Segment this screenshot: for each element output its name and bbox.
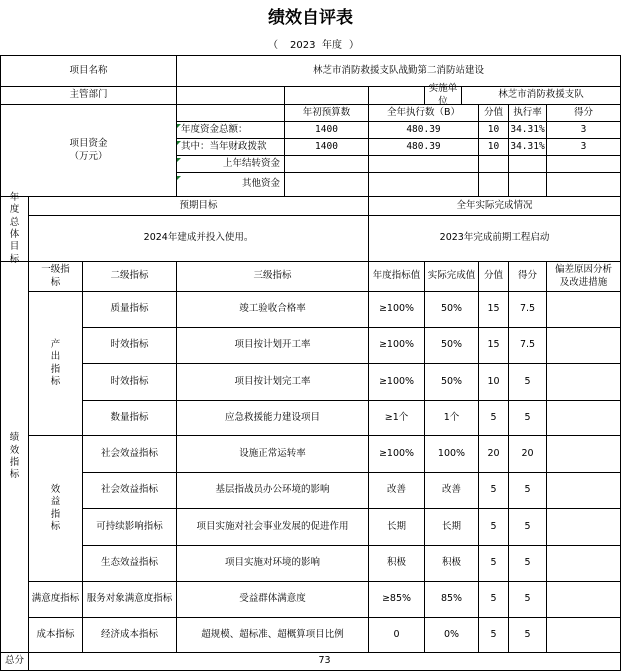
funds-header-budget: 年初预算数 — [302, 106, 351, 118]
row-score: 5 — [524, 375, 531, 387]
row-actual: 0% — [443, 628, 460, 640]
row-note — [547, 436, 620, 472]
row-level3: 竣工验收合格率 — [239, 303, 306, 315]
row-score: 5 — [524, 557, 531, 569]
funds-row-score: 3 — [580, 123, 587, 135]
year-unit: 年度 — [322, 40, 342, 51]
year-close-paren: ） — [349, 40, 359, 51]
row-level2: 时效指标 — [110, 339, 149, 351]
funds-header-rate: 执行率 — [513, 106, 542, 118]
department-value — [177, 87, 424, 104]
funds-row-score-max: 10 — [487, 140, 500, 152]
row-note — [547, 618, 620, 652]
funds-label: 项目资金 （万元） — [69, 138, 108, 162]
funds-row-budget: 1400 — [315, 140, 338, 152]
row-target: ≥100% — [378, 303, 415, 315]
funds-row-rate — [509, 173, 546, 196]
row-level3: 超规模、超标准、超概算项目比例 — [201, 628, 344, 640]
funds-row-score-max — [479, 156, 508, 172]
row-target: 0 — [393, 628, 400, 640]
overall-expected-header: 预期目标 — [179, 199, 218, 211]
row-score-max: 5 — [490, 520, 497, 532]
level1-satisfaction: 满意度指标 — [31, 593, 80, 605]
row-note — [547, 582, 620, 617]
impl-unit-value: 林芝市消防救援支队 — [498, 89, 584, 101]
row-score: 7.5 — [519, 339, 536, 351]
row-level2: 数量指标 — [110, 411, 149, 423]
overall-label: 年度总体目标 — [9, 191, 20, 265]
indicators-section-label: 绩效指标 — [9, 432, 20, 481]
funds-header-executed: 全年执行数（B） — [386, 106, 461, 118]
project-name-label: 项目名称 — [69, 64, 108, 76]
funds-row-executed: 480.39 — [406, 123, 441, 135]
row-score-max: 15 — [487, 339, 500, 351]
row-target: ≥1个 — [384, 411, 409, 423]
header-score-max: 分值 — [483, 270, 503, 282]
row-level3: 基层指战员办公环境的影响 — [215, 484, 330, 496]
funds-row-rate: 34.31% — [510, 140, 545, 152]
funds-header-score: 得分 — [573, 106, 593, 118]
row-score-max: 5 — [490, 484, 497, 496]
row-actual: 积极 — [441, 557, 461, 569]
funds-row-rate — [509, 156, 546, 172]
header-target: 年度指标值 — [372, 270, 421, 282]
row-note — [547, 328, 620, 363]
row-score-max: 5 — [490, 557, 497, 569]
row-level3: 应急救援能力建设项目 — [224, 411, 320, 423]
row-score-max: 10 — [487, 375, 500, 387]
row-level3: 受益群体满意度 — [239, 593, 306, 605]
row-actual: 长期 — [441, 520, 461, 532]
header-score: 得分 — [517, 270, 537, 282]
row-score-max: 15 — [487, 303, 500, 315]
row-note — [547, 509, 620, 545]
row-level3: 项目实施对社会事业发展的促进作用 — [196, 520, 349, 532]
row-target: ≥100% — [378, 447, 415, 459]
row-actual: 50% — [440, 339, 463, 351]
row-level2: 服务对象满意度指标 — [86, 593, 173, 605]
overall-actual-header: 全年实际完成情况 — [456, 199, 533, 211]
funds-row-score-max: 10 — [487, 123, 500, 135]
row-score-max: 5 — [490, 593, 497, 605]
year-open-paren: （ — [268, 40, 278, 51]
row-score: 5 — [524, 411, 531, 423]
row-level2: 社会效益指标 — [100, 447, 158, 459]
funds-row-executed: 480.39 — [406, 140, 441, 152]
row-level2: 可持续影响指标 — [96, 520, 163, 532]
row-score-max: 5 — [490, 411, 497, 423]
row-actual: 100% — [437, 447, 466, 459]
row-actual: 1个 — [443, 411, 460, 423]
row-level3: 设施正常运转率 — [239, 447, 306, 459]
row-level3: 项目按计划开工率 — [234, 339, 311, 351]
row-actual: 85% — [440, 593, 463, 605]
funds-row-label: 其中：当年财政拨款 — [181, 140, 267, 152]
funds-row-score — [547, 173, 620, 196]
row-score: 20 — [521, 447, 534, 459]
row-note — [547, 364, 620, 400]
funds-header-score-max: 分值 — [483, 106, 503, 118]
page-title: 绩效自评表 — [268, 8, 353, 28]
row-note — [547, 473, 620, 508]
row-level3: 项目实施对环境的影响 — [224, 557, 320, 569]
row-actual: 50% — [440, 375, 463, 387]
funds-row-budget — [285, 156, 368, 172]
overall-expected-value: 2024年建成并投入使用。 — [143, 232, 254, 244]
funds-row-executed — [369, 173, 478, 196]
row-score: 7.5 — [519, 303, 536, 315]
funds-row-score: 3 — [580, 140, 587, 152]
impl-unit-label: 实施单位 — [428, 83, 458, 107]
row-score-max: 20 — [487, 447, 500, 459]
row-note — [547, 546, 620, 581]
total-value: 73 — [318, 655, 331, 667]
year-value: 2023 — [290, 40, 316, 51]
row-level2: 时效指标 — [110, 375, 149, 387]
row-note — [547, 401, 620, 435]
row-actual: 改善 — [441, 484, 461, 496]
row-score: 5 — [524, 593, 531, 605]
row-score-max: 5 — [490, 628, 497, 640]
row-target: 改善 — [386, 484, 406, 496]
funds-row-budget: 1400 — [315, 123, 338, 135]
row-level3: 项目按计划完工率 — [234, 375, 311, 387]
header-level3: 三级指标 — [253, 270, 292, 282]
row-level2: 社会效益指标 — [100, 484, 158, 496]
funds-row-budget — [285, 173, 368, 196]
row-level2: 质量指标 — [110, 303, 149, 315]
total-label: 总分 — [4, 655, 24, 667]
row-target: 长期 — [386, 520, 406, 532]
row-note — [547, 292, 620, 327]
header-actual: 实际完成值 — [427, 270, 476, 282]
row-target: ≥100% — [378, 375, 415, 387]
level1-output: 产出指标 — [50, 338, 61, 387]
row-level2: 生态效益指标 — [100, 557, 158, 569]
project-name-value: 林芝市消防救援支队战勤第二消防站建设 — [312, 64, 484, 76]
row-target: ≥85% — [381, 593, 412, 605]
funds-row-executed — [369, 156, 478, 172]
row-target: 积极 — [386, 557, 406, 569]
funds-row-label: 其他资金 — [241, 178, 280, 190]
level1-benefit: 效益指标 — [50, 483, 61, 532]
header-level1: 一级指标 — [41, 264, 70, 288]
funds-row-score — [547, 156, 620, 172]
row-actual: 50% — [440, 303, 463, 315]
row-score: 5 — [524, 628, 531, 640]
level1-cost: 成本指标 — [36, 628, 75, 640]
funds-row-rate: 34.31% — [510, 123, 545, 135]
row-score: 5 — [524, 484, 531, 496]
funds-row-label: 上年结转资金 — [222, 157, 280, 169]
overall-actual-value: 2023年完成前期工程启动 — [439, 232, 550, 244]
header-level2: 二级指标 — [110, 270, 149, 282]
department-label: 主管部门 — [69, 89, 108, 101]
row-target: ≥100% — [378, 339, 415, 351]
header-deviation: 偏差原因分析及改进措施 — [554, 264, 612, 288]
row-level2: 经济成本指标 — [100, 628, 158, 640]
row-score: 5 — [524, 520, 531, 532]
funds-row-label: 年度资金总额： — [181, 123, 248, 135]
funds-row-score-max — [479, 173, 508, 196]
